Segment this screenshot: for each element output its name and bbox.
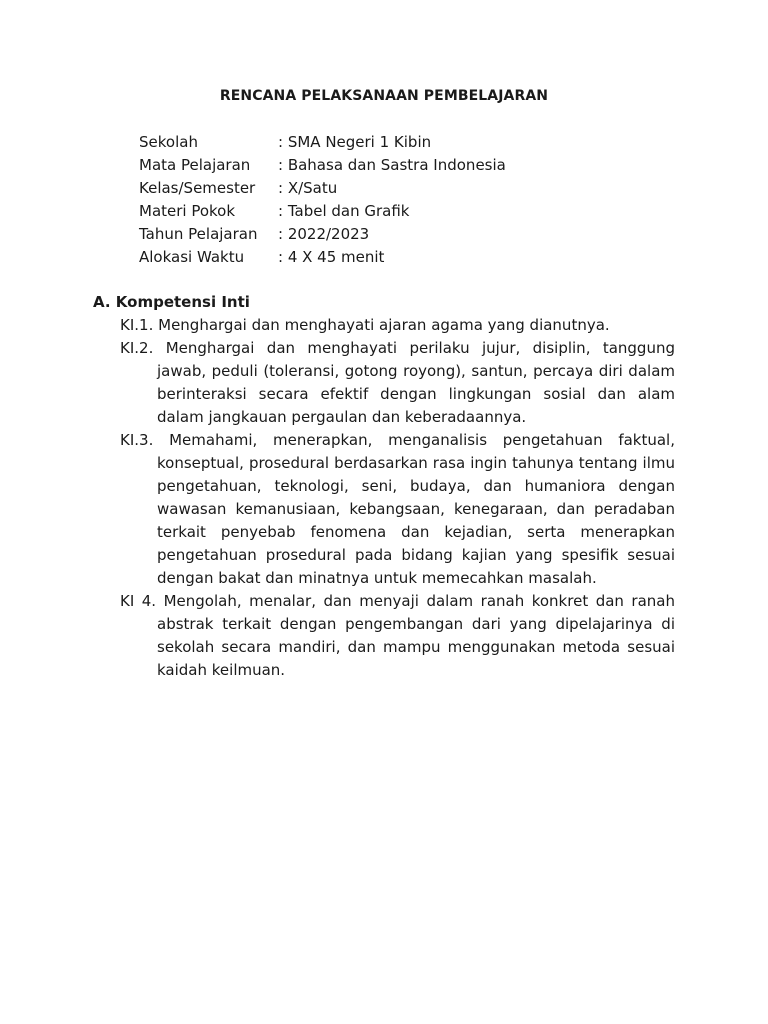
info-label: Mata Pelajaran xyxy=(139,156,251,174)
info-row-school xyxy=(139,131,506,154)
info-label: Sekolah xyxy=(139,133,198,151)
info-row-year xyxy=(139,223,506,246)
list-item xyxy=(120,337,675,429)
item-text: Menghargai dan menghayati perilaku jujur, disiplin, tanggung jawab, peduli (toleransi, gotong royong), santun, percaya diri dalam berinteraksi secara efektif dengan lingkungan sosial dan alam dalam jangkauan pergaulan dan keberadaannya. xyxy=(157,339,675,426)
info-label: Materi Pokok xyxy=(139,202,236,220)
info-row-time xyxy=(139,246,506,269)
info-row-subject xyxy=(139,154,506,177)
item-text: Menghargai dan menghayati ajaran agama yang dianutnya. xyxy=(158,316,610,334)
info-value: : Tabel dan Grafik xyxy=(278,202,410,220)
section-heading: A. Kompetensi Inti xyxy=(93,293,250,311)
competency-list xyxy=(120,314,675,682)
document-title: RENCANA PELAKSANAAN PEMBELAJARAN xyxy=(219,88,549,104)
info-value: : 2022/2023 xyxy=(278,225,370,243)
list-item xyxy=(120,429,675,590)
info-value: : 4 X 45 menit xyxy=(278,248,385,266)
info-value: : Bahasa dan Sastra Indonesia xyxy=(278,156,506,174)
item-text: Memahami, menerapkan, menganalisis pengetahuan faktual, konseptual, prosedural berdasarkan rasa ingin tahunya tentang ilmu pengetahuan, teknologi, seni, budaya, dan humaniora dengan wawasan kemanusiaan, kebangsaan, kenegaraan, dan peradaban terkait penyebab fenomena dan kejadian, serta menerapkan pengetahuan prosedural pada bidang kajian yang spesifik sesuai dengan bakat dan minatnya untuk memecahkan masalah. xyxy=(157,431,675,587)
item-code: KI 4. xyxy=(120,592,157,610)
list-item xyxy=(120,314,675,337)
item-text: Mengolah, menalar, dan menyaji dalam ranah konkret dan ranah abstrak terkait dengan pengembangan dari yang dipelajarinya di sekolah secara mandiri, dan mampu menggunakan metoda sesuai kaidah keilmuan. xyxy=(157,592,675,679)
item-code: KI.3. xyxy=(120,431,154,449)
info-table xyxy=(139,131,506,269)
info-label: Alokasi Waktu xyxy=(139,248,245,266)
info-row-topic xyxy=(139,200,506,223)
list-item xyxy=(120,590,675,682)
info-value: : X/Satu xyxy=(278,179,338,197)
info-label: Kelas/Semester xyxy=(139,179,256,197)
info-row-class xyxy=(139,177,506,200)
info-value: : SMA Negeri 1 Kibin xyxy=(278,133,432,151)
info-label: Tahun Pelajaran xyxy=(139,225,258,243)
item-code: KI.1. xyxy=(120,316,154,334)
item-code: KI.2. xyxy=(120,339,154,357)
